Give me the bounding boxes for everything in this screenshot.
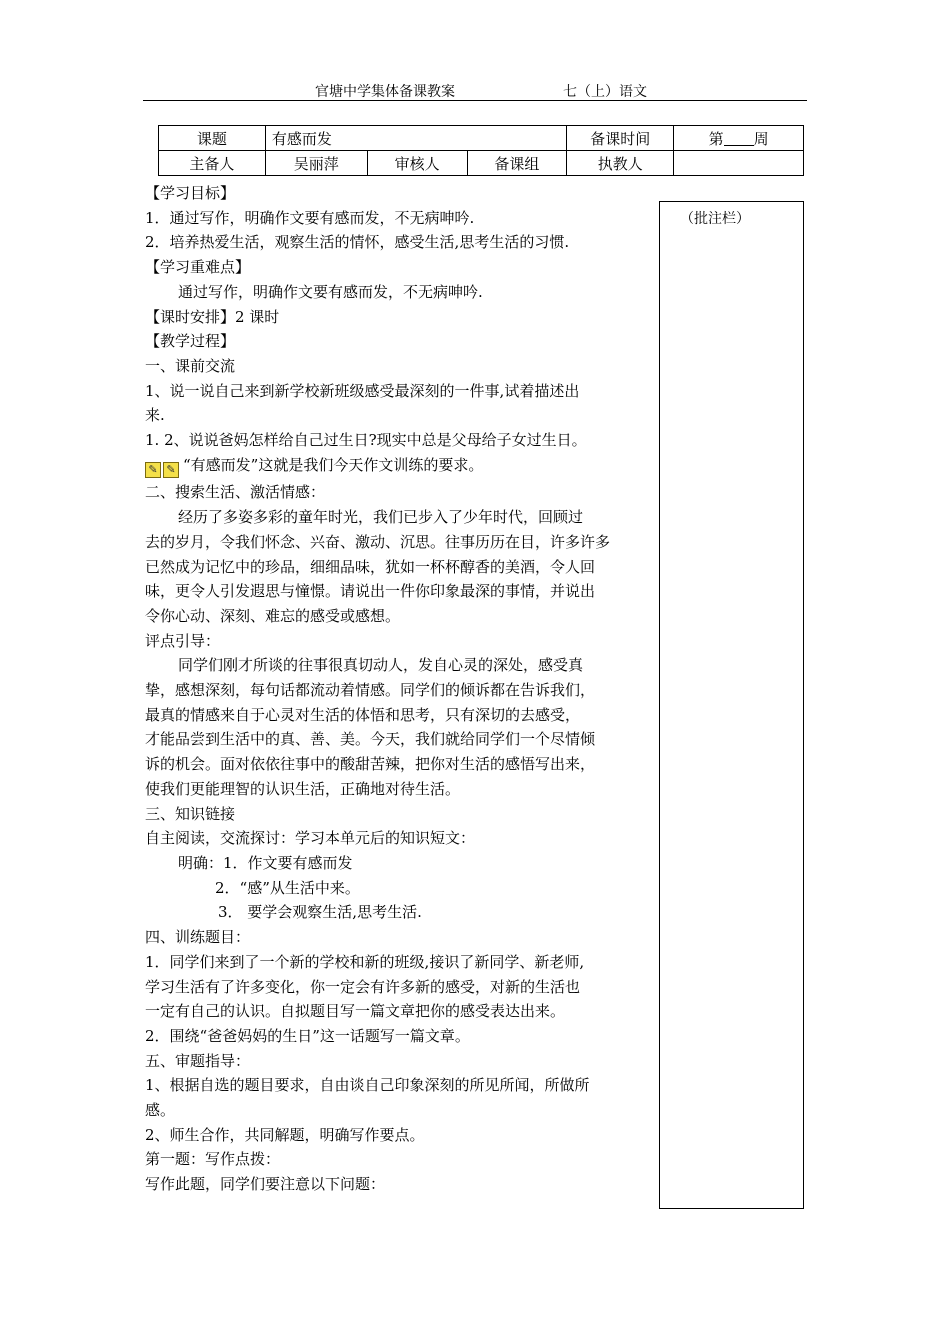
lesson-body: [145, 181, 655, 1197]
text-line: 同学们刚才所谈的往事很真切动人，发自心灵的深处，感受真: [178, 656, 584, 675]
text-line: 写作此题，同学们要注意以下问题：: [145, 1175, 386, 1194]
week-prefix: 第: [708, 129, 724, 148]
embedded-object-icons: [145, 456, 181, 481]
page-header: [143, 80, 807, 101]
section-heading: 【课时安排】2 课时: [145, 307, 280, 326]
text-line: 才能品尝到生活中的真、善、美。今天，我们就给同学们一个尽情倾: [145, 730, 596, 749]
text-line: 四、训练题目：: [145, 928, 251, 947]
text-line: 明确：1．作文要有感而发: [178, 853, 353, 872]
text-line: 最真的情感来自于心灵对生活的体悟和思考，只有深切的去感受，: [145, 705, 581, 724]
cell-prep-time-label: 备课时间: [567, 126, 674, 151]
text-line: 第一题：写作点拨：: [145, 1150, 281, 1169]
cell-week: [674, 126, 804, 151]
week-suffix: 周: [753, 129, 769, 148]
cell-group-label: 备课组: [467, 151, 567, 176]
text-line: 感。: [145, 1101, 176, 1120]
text-line: 五、审题指导：: [145, 1051, 251, 1070]
section-heading: 【学习目标】: [145, 184, 236, 202]
text-line: 味，更令人引发遐思与憧憬。请说出一件你印象最深的事情，并说出: [145, 582, 596, 601]
pencil-icon: ✎: [163, 462, 179, 478]
text-line: 去的岁月，令我们怀念、兴奋、激动、沉思。往事历历在目，许多许多: [145, 532, 611, 551]
text-line: 通过写作，明确作文要有感而发，不无病呻吟.: [178, 282, 483, 301]
table-row: [159, 126, 804, 151]
pencil-icon: ✎: [145, 462, 161, 478]
text-line: 令你心动、深刻、难忘的感受或感想。: [145, 606, 401, 625]
subject-title: 七（上）语文: [563, 84, 647, 100]
text-line: 自主阅读，交流探讨：学习本单元后的知识短文：: [145, 829, 476, 848]
text-line: 1．通过写作，明确作文要有感而发，不无病呻吟.: [145, 208, 475, 227]
cell-teacher-value: [674, 151, 804, 176]
text-line: 三、知识链接: [145, 804, 236, 823]
lesson-info-table: [158, 125, 804, 176]
text-line: 2、师生合作，共同解题，明确写作要点。: [145, 1125, 425, 1144]
annotation-label: （批注栏）: [680, 211, 750, 227]
section-heading: 【教学过程】: [145, 332, 236, 351]
cell-main-preparer-label: 主备人: [159, 151, 266, 176]
table-row: [159, 151, 804, 176]
text-line: 使我们更能理智的认识生活，正确地对待生活。: [145, 779, 461, 798]
week-blank: [724, 131, 754, 146]
cell-topic-value: 有感而发: [265, 126, 567, 151]
text-line: 一定有自己的认识。自拟题目写一篇文章把你的感受表达出来。: [145, 1002, 566, 1021]
text-line: 3． 要学会观察生活,思考生活.: [218, 903, 422, 922]
text-line: 1．同学们来到了一个新的学校和新的班级,接识了新同学、新老师,: [145, 952, 585, 971]
text-line: 评点引导：: [145, 631, 221, 650]
text-line: 1. 2、说说爸妈怎样给自己过生日?现实中总是父母给子女过生日。: [145, 431, 587, 450]
text-line: 挚，感想深刻，每句话都流动着情感。同学们的倾诉都在告诉我们，: [145, 681, 596, 700]
text-line: 2．“感”从生活中来。: [215, 878, 360, 897]
cell-reviewer-label: 审核人: [367, 151, 467, 176]
text-line: 1、说一说自己来到新学校新班级感受最深刻的一件事,试着描述出: [145, 381, 580, 400]
text-line: [145, 453, 655, 481]
cell-teacher-label: 执教人: [567, 151, 674, 176]
text-line: 2．培养热爱生活，观察生活的情怀，感受生活,思考生活的习惯.: [145, 233, 570, 252]
text-line: 已然成为记忆中的珍品，细细品味，犹如一杯杯醇香的美酒，令人回: [145, 557, 596, 576]
cell-topic-label: 课题: [159, 126, 266, 151]
text-line: 一、课前交流: [145, 356, 236, 375]
text-line: 1、根据自选的题目要求，自由谈自己印象深刻的所见所闻，所做所: [145, 1076, 590, 1095]
text-line: 诉的机会。面对依依往事中的酸甜苦辣，把你对生活的感悟写出来，: [145, 755, 596, 774]
text-line: 学习生活有了许多变化，你一定会有许多新的感受，对新的生活也: [145, 977, 581, 996]
cell-main-preparer-value: 吴丽萍: [265, 151, 367, 176]
annotation-column: [659, 201, 804, 1209]
text-span: “有感而发”这就是我们今天作文训练的要求。: [183, 455, 484, 474]
text-line: 二、搜索生活、激活情感：: [145, 483, 326, 502]
school-title: 官塘中学集体备课教案: [315, 84, 455, 100]
section-heading: 【学习重难点】: [145, 258, 251, 277]
text-line: 来.: [145, 406, 165, 425]
text-line: 经历了多姿多彩的童年时光，我们已步入了少年时代，回顾过: [178, 508, 584, 527]
text-line: 2．围绕“爸爸妈妈的生日”这一话题写一篇文章。: [145, 1026, 470, 1045]
